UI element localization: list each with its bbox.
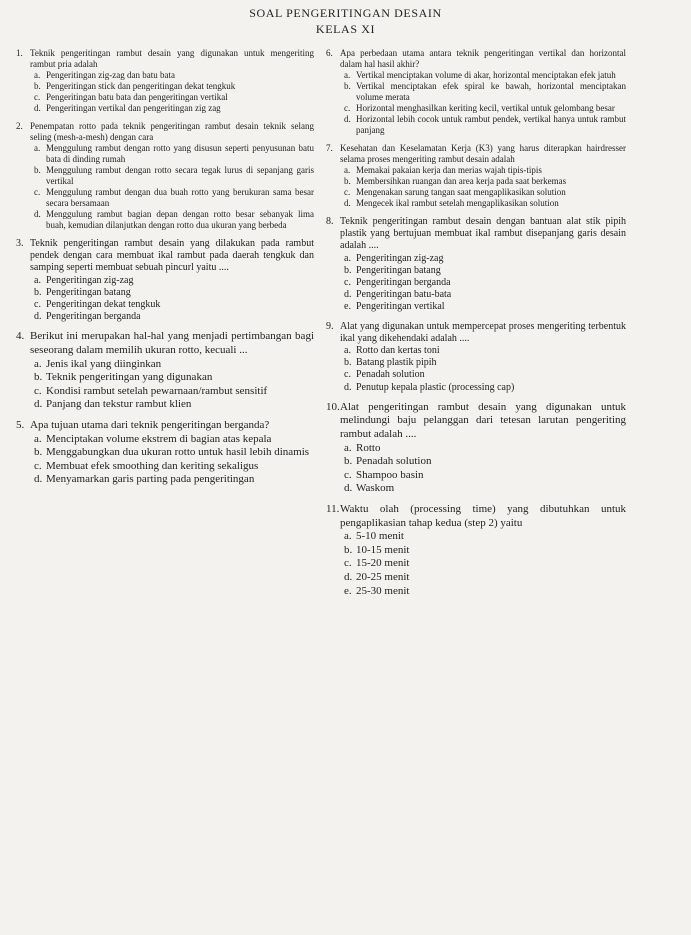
option-text: Pengeritingan batang [356,264,441,276]
answer-option [340,482,626,496]
answer-option [340,70,626,81]
option-letter: c. [344,468,352,481]
question-10 [326,401,626,496]
question-text: Teknik pengeritingan rambut desain dengan bantuan alat stik pipih plastik yang bertujuan membuat ikal rambut disepanjang garis desain adalah .... [340,216,626,252]
option-text: Pengeritingan vertikal [356,301,445,313]
answer-option [340,357,626,369]
answer-option [30,92,314,103]
option-letter: a. [34,357,42,370]
answer-option [340,369,626,381]
option-text: Rotto dan kertas toni [356,345,440,357]
question-number: 6. [326,48,333,58]
answer-option [30,358,314,372]
option-letter: d. [34,398,43,411]
option-letter: d. [344,482,353,495]
option-letter: d. [344,114,351,124]
option-text: Menyamarkan garis parting pada pengeritingan [46,473,255,486]
answer-option [30,446,314,460]
option-text: Pengeritingan dekat tengkuk [46,299,161,311]
question-number: 3. [16,238,24,249]
option-text: Membuat efek smoothing dan keriting sekaligus [46,459,259,472]
option-text: Shampoo basin [356,468,424,481]
answer-option [340,81,626,103]
option-text: Penadah solution [356,369,425,381]
option-text: Teknik pengeritingan yang digunakan [46,371,213,384]
answer-option [30,187,314,209]
option-text: Vertikal menciptakan efek spiral ke bawah, horizontal menciptakan volume merata [356,81,626,102]
option-text: Waskom [356,482,395,495]
option-text: Membersihkan ruangan dan area kerja pada saat berkemas [356,176,567,186]
question-8 [326,216,626,314]
option-text: Pengeritingan berganda [356,277,451,289]
option-letter: c. [344,557,352,570]
option-text: 5-10 menit [356,530,404,543]
answer-option [340,265,626,277]
option-letter: d. [34,103,41,113]
answer-option [340,571,626,585]
question-text: Apa perbedaan utama antara teknik pengeritingan vertikal dan horizontal dalam hal hasil akhir? [340,48,626,69]
question-text: Alat yang digunakan untuk mempercepat proses mengeriting terbentuk ikal yang dikehendaki adalah .... [340,320,626,344]
question-text: Alat pengeritingan rambut desain yang digunakan untuk melindungi baju pelanggan dari tetesan larutan pengeriting rambut adalah .... [340,400,626,441]
answer-option [340,557,626,571]
answer-option [340,544,626,558]
option-letter: d. [344,570,353,583]
option-letter: b. [34,446,43,459]
option-text: Menggulung rambut dengan rotto secara tegak lurus di sepanjang garis vertikal [46,165,314,186]
answer-option [340,103,626,114]
option-text: Batang plastik pipih [356,357,437,369]
answer-option [340,187,626,198]
question-number: 1. [16,48,23,58]
option-text: Jenis ikal yang diinginkan [46,357,162,370]
option-text: Rotto [356,441,381,454]
option-letter: b. [344,357,352,369]
left-column [16,48,314,494]
answer-option [340,114,626,136]
option-text: Mengecek ikal rambut setelah mengaplikasikan solution [356,198,559,208]
option-letter: d. [344,198,351,208]
option-letter: a. [344,252,351,264]
option-text: 20-25 menit [356,570,410,583]
question-text: Penempatan rotto pada teknik pengeritingan rambut desain teknik selang seling (mesh-a-mesh) dengan cara [30,121,314,142]
option-letter: a. [34,274,41,286]
option-letter: a. [34,70,41,80]
option-letter: a. [34,143,41,153]
option-text: 25-30 menit [356,584,410,597]
option-text: Pengeritingan batang [46,286,131,298]
answer-option [30,311,314,323]
option-text: Menggulung rambut dengan dua buah rotto yang berukuran sama besar secara bersamaan [46,187,314,208]
question-text: Apa tujuan utama dari teknik pengeritingan berganda? [30,418,270,431]
option-letter: b. [344,81,351,91]
option-letter: b. [344,176,351,186]
option-text: Pengeritingan zig-zag dan batu bata [46,70,175,80]
option-text: Panjang dan tekstur rambut klien [46,398,192,411]
answer-option [30,473,314,487]
answer-option [30,287,314,299]
option-letter: b. [34,371,43,384]
question-6 [326,48,626,136]
answer-option [30,433,314,447]
option-text: Mengenakan sarung tangan saat mengaplikasikan solution [356,187,566,197]
answer-option [30,385,314,399]
question-number: 11. [326,503,340,515]
option-letter: d. [344,381,352,393]
option-letter: e. [344,301,351,313]
option-text: Pengeritingan vertikal dan pengeritingan zig zag [46,103,221,113]
option-letter: d. [344,289,352,301]
question-text: Kesehatan dan Keselamatan Kerja (K3) yang harus diterapkan hairdresser selama proses mengeriting rambut desain adalah [340,143,626,164]
answer-option [30,371,314,385]
question-number: 2. [16,121,23,131]
answer-option [340,469,626,483]
answer-option [340,455,626,469]
answer-option [30,143,314,165]
answer-option [30,299,314,311]
option-text: Kondisi rambut setelah pewarnaan/rambut sensitif [46,384,268,397]
question-11 [326,503,626,598]
option-letter: a. [344,530,352,543]
option-text: Pengeritingan batu bata dan pengeritingan vertikal [46,92,228,102]
option-letter: c. [34,299,41,311]
option-letter: a. [344,70,351,80]
option-letter: c. [34,459,42,472]
option-letter: c. [344,369,351,381]
option-text: Pengeritingan berganda [46,311,141,323]
answer-option [340,277,626,289]
answer-option [340,176,626,187]
question-2 [16,121,314,231]
option-text: Horizontal lebih cocok untuk rambut pendek, vertikal hanya untuk rambut panjang [356,114,626,135]
option-letter: d. [34,311,42,323]
option-text: Menggulung rambut bagian depan dengan rotto besar sebanyak lima buah, kemudian dilanjutkan dengan rotto dua ukuran yang berbeda [46,209,314,230]
option-text: Pengeritingan batu-bata [356,289,452,301]
option-text: Pengeritingan stick dan pengeritingan dekat tengkuk [46,81,236,91]
question-text: Teknik pengeritingan rambut desain yang dilakukan pada rambut pendek dengan cara membuat ikal rambut pada daerah tengkuk dan samping seperti membuat sebuah pincurl yaitu .... [30,238,314,274]
answer-option [340,301,626,313]
option-text: Penadah solution [356,455,432,468]
answer-option [340,382,626,394]
option-letter: b. [34,81,41,91]
question-7 [326,143,626,209]
answer-option [30,81,314,92]
option-letter: e. [344,584,352,597]
option-letter: d. [34,473,43,486]
answer-option [340,289,626,301]
option-text: Pengeritingan zig-zag [356,252,444,264]
answer-option [30,398,314,412]
option-letter: a. [344,441,352,454]
option-text: Menggabungkan dua ukuran rotto untuk hasil lebih dinamis [46,446,310,459]
option-text: 15-20 menit [356,557,410,570]
question-3 [16,238,314,323]
answer-option [340,345,626,357]
question-number: 8. [326,216,334,227]
answer-option [30,70,314,81]
question-number: 7. [326,143,333,153]
class-label: KELAS XI [315,22,376,36]
option-text: Vertikal menciptakan volume di akar, horizontal menciptakan efek jatuh [356,70,616,80]
answer-option [340,253,626,265]
answer-option [340,198,626,209]
answer-option [30,275,314,287]
option-letter: a. [344,165,351,175]
option-letter: a. [34,432,42,445]
question-4 [16,330,314,412]
option-letter: c. [34,384,42,397]
option-letter: c. [344,277,351,289]
option-letter: c. [34,92,41,102]
answer-option [340,165,626,176]
question-number: 9. [326,320,334,332]
answer-option [30,103,314,114]
answer-option [30,165,314,187]
option-text: Horizontal menghasilkan keriting kecil, vertikal untuk gelombang besar [356,103,615,113]
answer-option [340,585,626,599]
answer-option [30,209,314,231]
option-text: 10-15 menit [356,543,410,556]
option-letter: c. [34,187,41,197]
question-text: Waktu olah (processing time) yang dibutuhkan untuk pengaplikasian tahap kedua (step 2) yaitu [340,503,626,529]
option-text: Menciptakan volume ekstrem di bagian atas kepala [46,432,272,445]
option-letter: a. [344,345,351,357]
question-number: 10. [326,400,340,413]
answer-option [340,530,626,544]
answer-option [340,442,626,456]
option-text: Memakai pakaian kerja dan merias wajah tipis-tipis [356,165,542,175]
option-letter: d. [34,209,41,219]
question-1 [16,48,314,114]
question-text: Teknik pengeritingan rambut desain yang digunakan untuk mengeriting rambut pria adalah [30,48,314,69]
question-5 [16,419,314,487]
right-column [326,48,626,605]
answer-option [30,460,314,474]
option-letter: c. [344,103,351,113]
question-number: 5. [16,418,25,431]
option-letter: b. [34,286,42,298]
option-letter: b. [344,264,352,276]
option-text: Pengeritingan zig-zag [46,274,134,286]
question-9 [326,321,626,394]
option-letter: b. [344,455,353,468]
option-letter: b. [344,543,353,556]
question-number: 4. [16,330,25,343]
option-letter: c. [344,187,351,197]
page-title: SOAL PENGERITINGAN DESAIN [249,6,442,20]
option-letter: b. [34,165,41,175]
option-text: Penutup kepala plastic (processing cap) [356,381,515,393]
question-text: Berikut ini merupakan hal-hal yang menjadi pertimbangan bagi seseorang dalam memilih ukuran rotto, kecuali ... [30,330,314,357]
option-text: Menggulung rambut dengan rotto yang disusun seperti penyusunan batu bata di dinding rumah [46,143,314,164]
